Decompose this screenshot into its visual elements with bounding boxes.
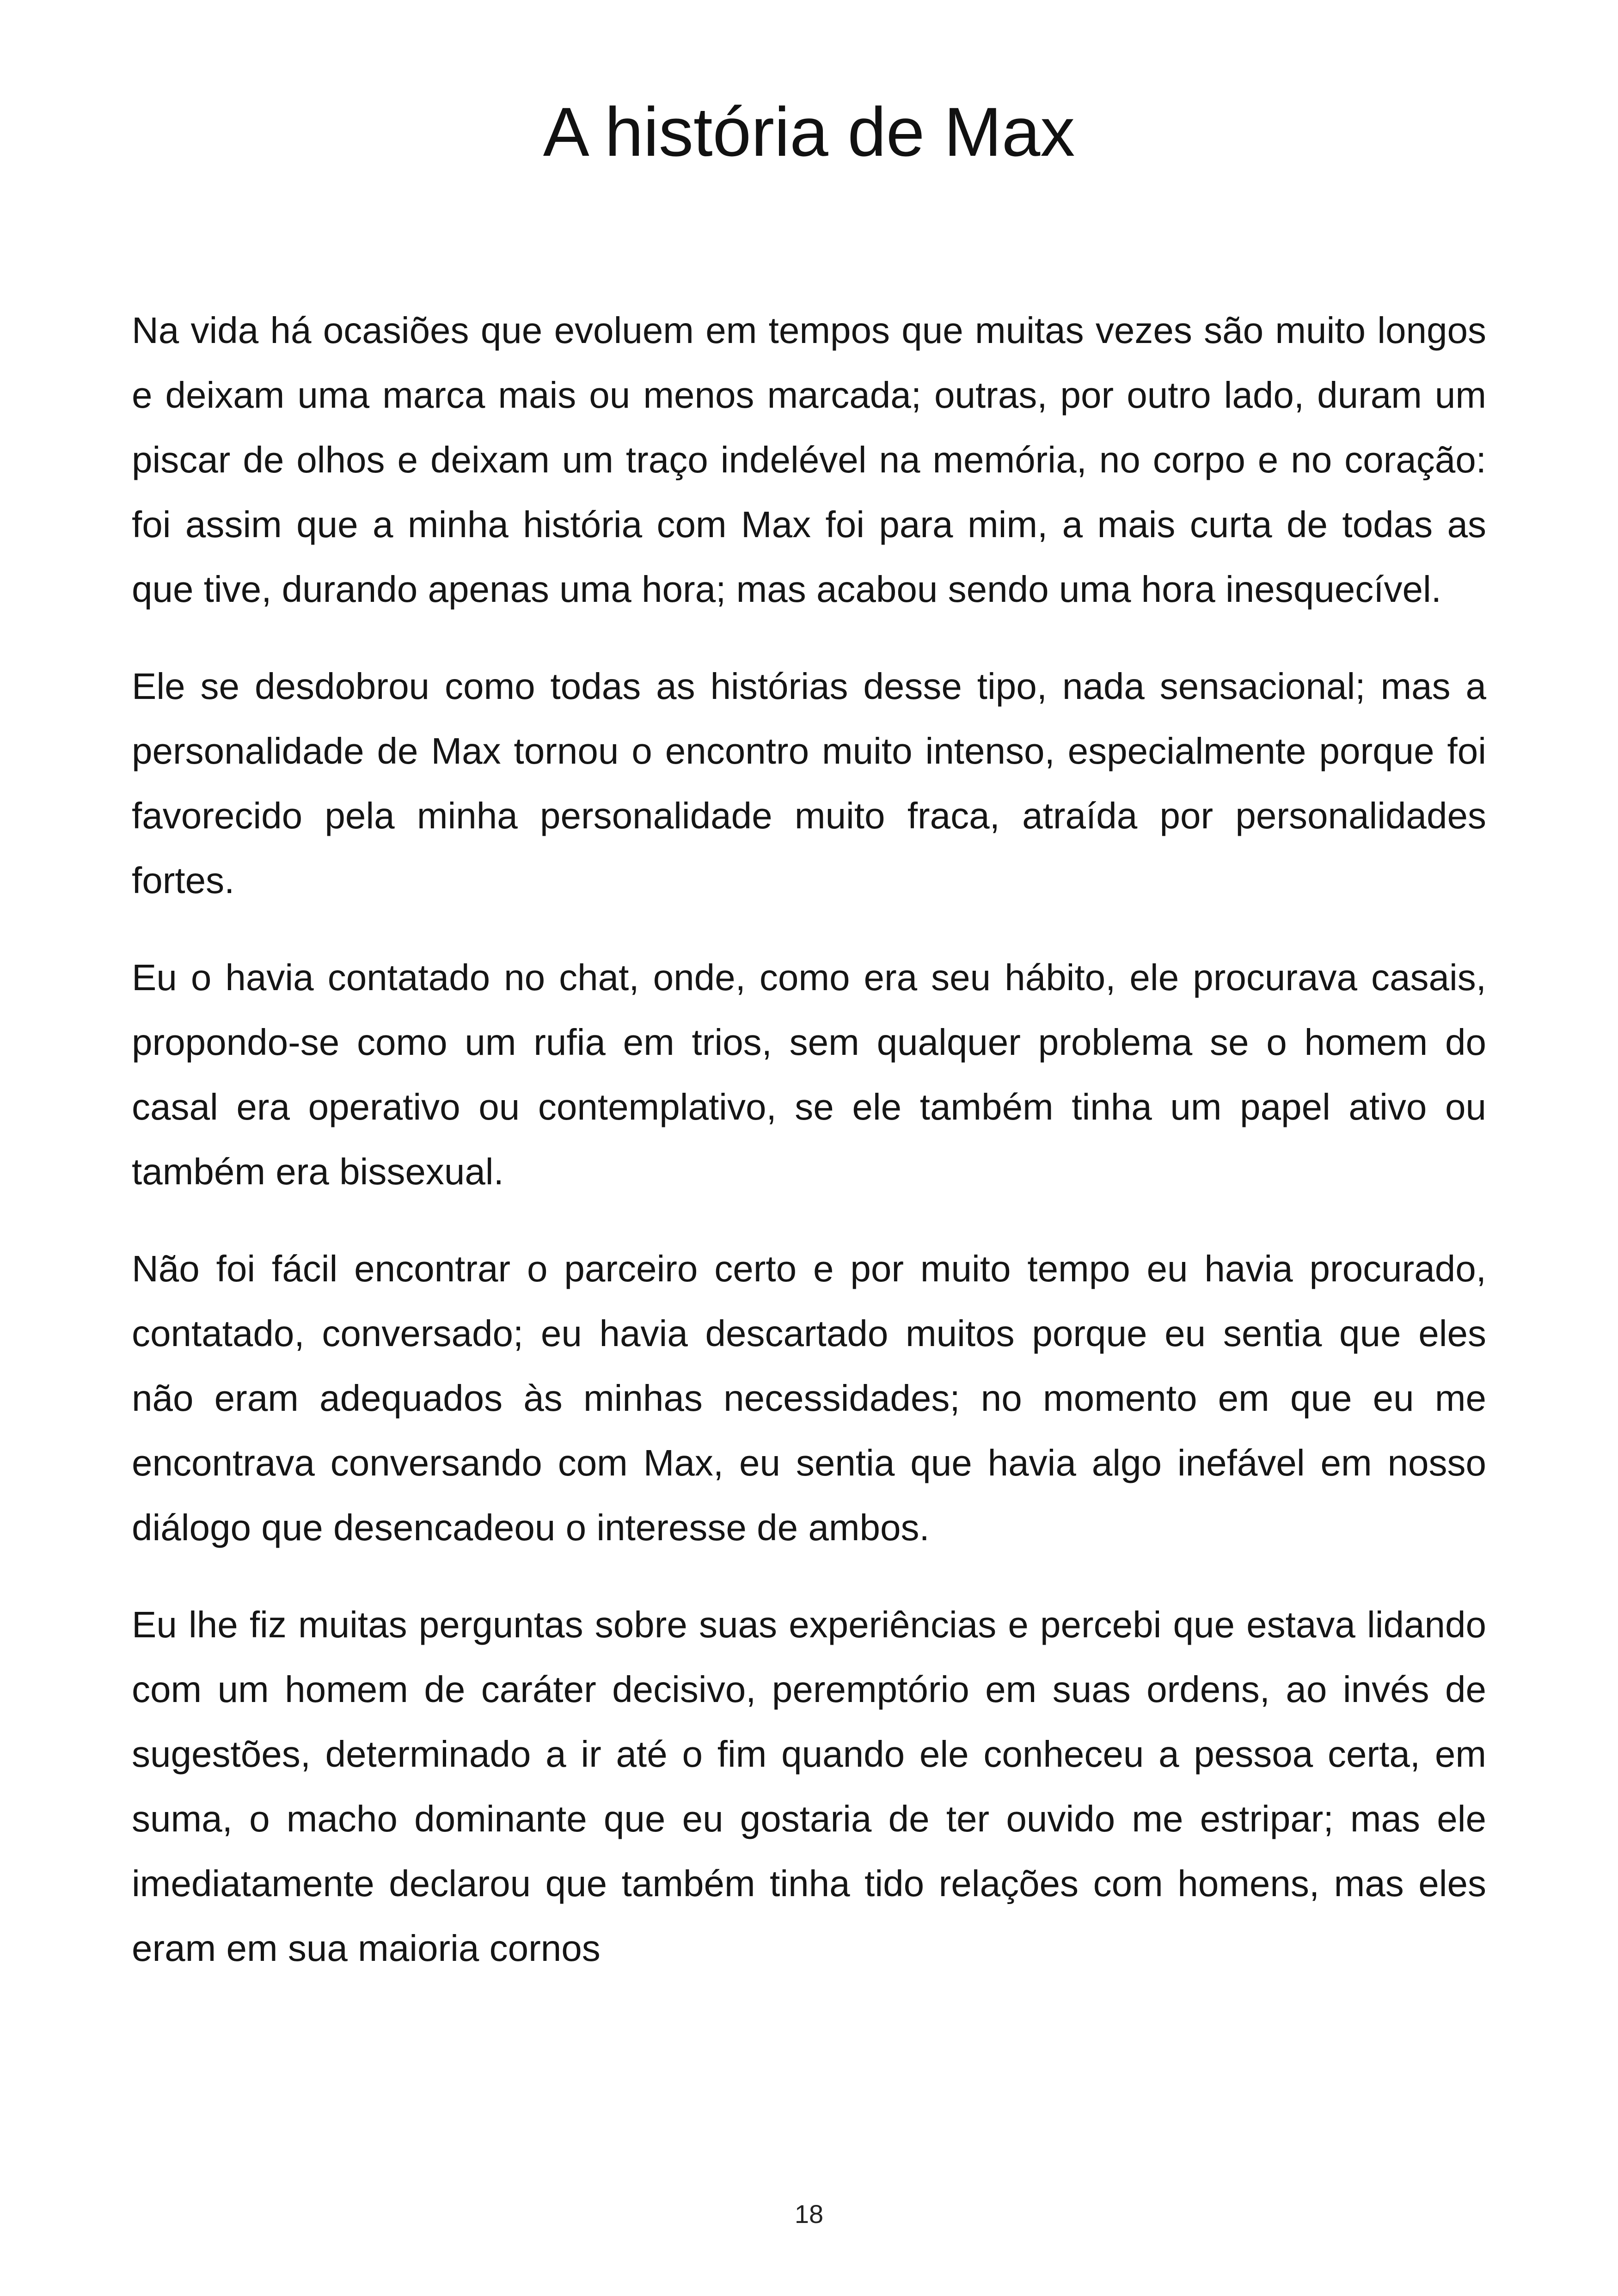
page-number: 18 <box>794 2199 824 2229</box>
paragraph-3: Eu o havia contatado no chat, onde, como era seu hábito, ele procurava casais, propondo-se como um rufia em trios, sem qualquer problema se o homem do casal era operativo ou contemplativo, se ele também tinha um papel ativo ou também era bissexual. <box>132 957 1486 1192</box>
chapter-title: A história de Max <box>543 93 1075 171</box>
paragraph-4: Não foi fácil encontrar o parceiro certo e por muito tempo eu havia procurado, contatado, conversado; eu havia descartado muitos porque eu sentia que eles não eram adequados às minhas necessidades; no momento em que eu me encontrava conversando com Max, eu sentia que havia algo inefável em nosso diálogo que desencadeou o interesse de ambos. <box>132 1248 1486 1548</box>
paragraph-2: Ele se desdobrou como todas as histórias desse tipo, nada sensacional; mas a personalidade de Max tornou o encontro muito intenso, especialmente porque foi favorecido pela minha personalidade muito fraca, atraída por personalidades fortes. <box>132 666 1486 901</box>
body-text <box>132 298 1486 2013</box>
paragraph-5: Eu lhe fiz muitas perguntas sobre suas experiências e percebi que estava lidando com um homem de caráter decisivo, peremptório em suas ordens, ao invés de sugestões, determinado a ir até o fim quando ele conheceu a pessoa certa, em suma, o macho dominante que eu gostaria de ter ouvido me estripar; mas ele imediatamente declarou que também tinha tido relações com homens, mas eles eram em sua maioria cornos <box>132 1604 1486 1969</box>
paragraph-1: Na vida há ocasiões que evoluem em tempos que muitas vezes são muito longos e deixam uma marca mais ou menos marcada; outras, por outro lado, duram um piscar de olhos e deixam um traço indelével na memória, no corpo e no coração: foi assim que a minha história com Max foi para mim, a mais curta de todas as que tive, durando apenas uma hora; mas acabou sendo uma hora inesquecível. <box>132 310 1486 610</box>
